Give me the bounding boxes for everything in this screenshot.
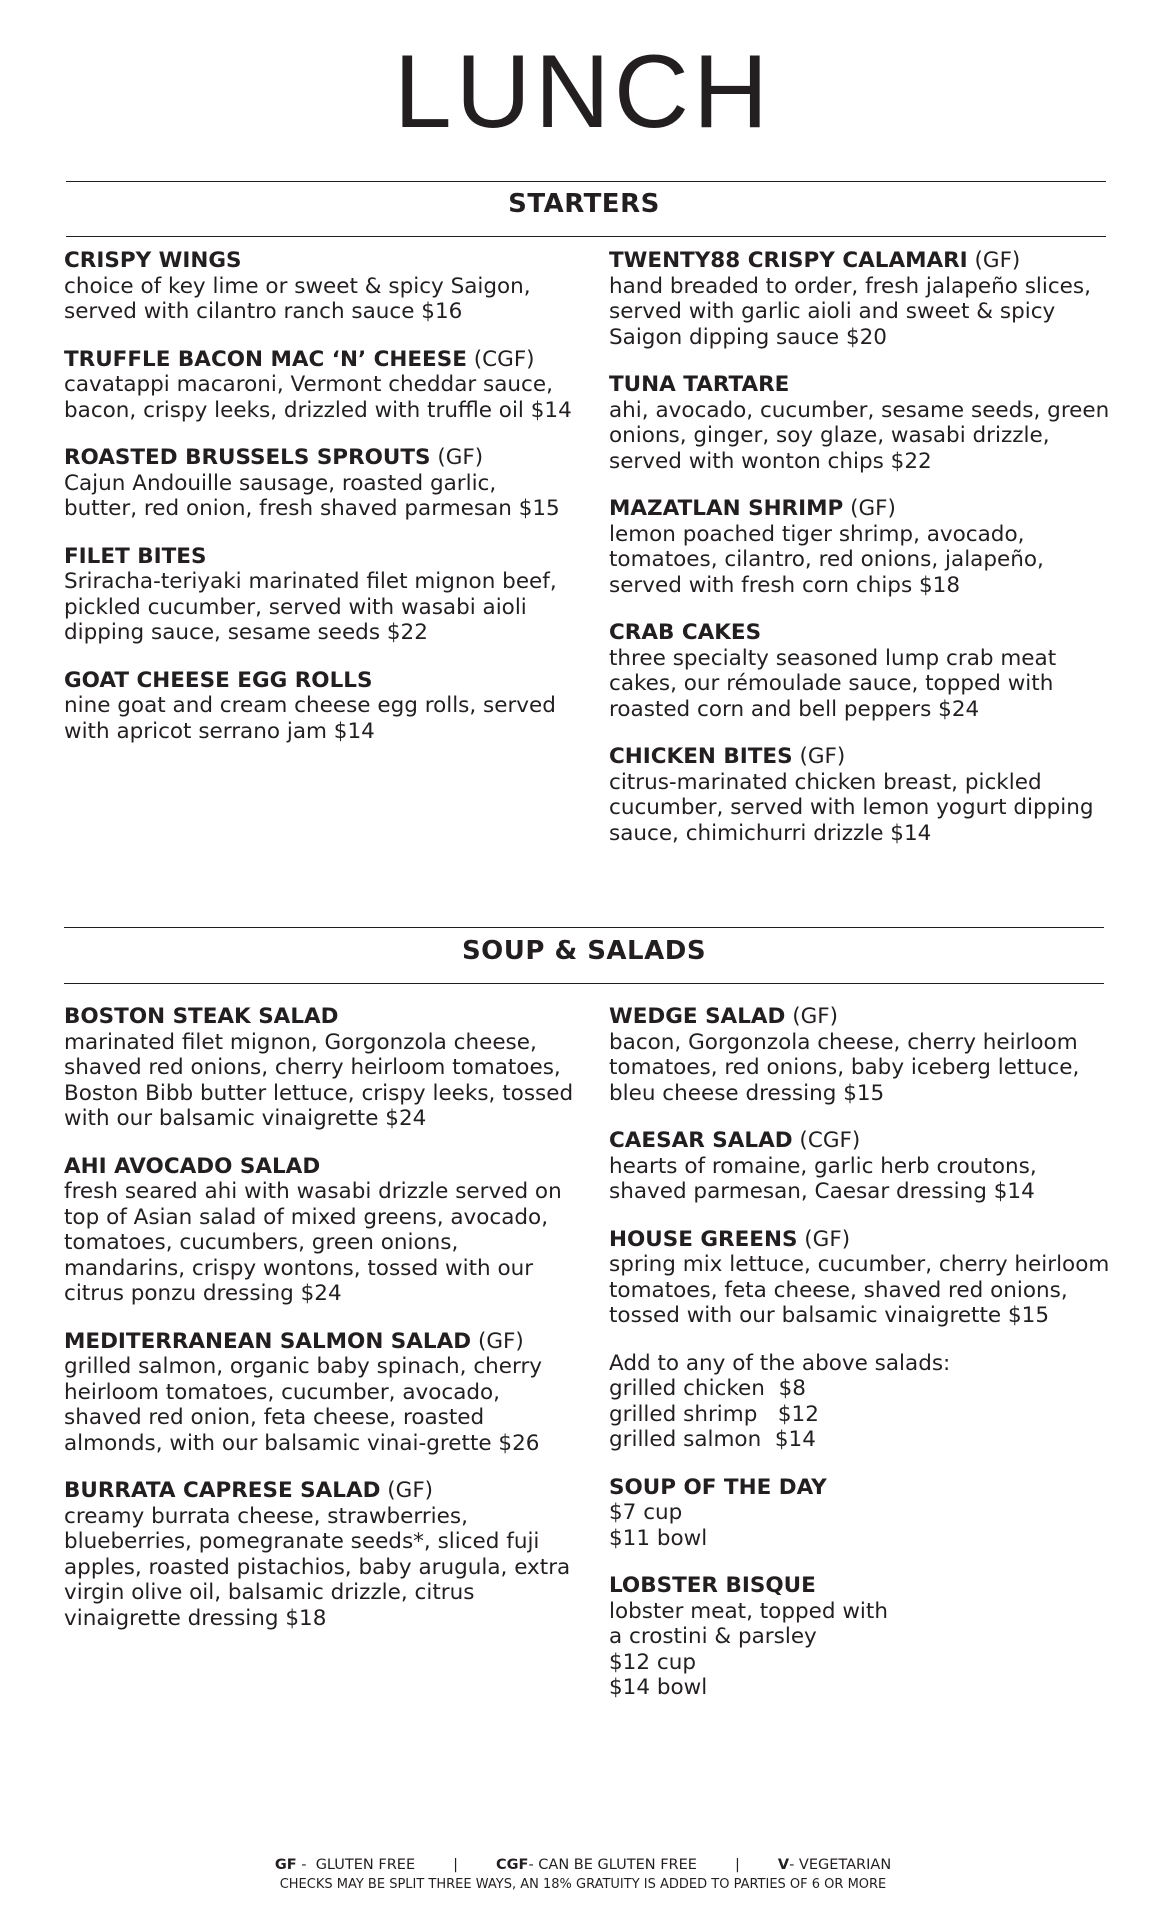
menu-item — [609, 496, 1119, 598]
legend-separator: | — [453, 1857, 459, 1873]
salad-addons — [609, 1351, 1119, 1453]
item-tag: (CGF) — [792, 1128, 861, 1153]
item-name: WEDGE SALAD — [609, 1004, 786, 1029]
item-description: citrus-marinated chicken breast, pickled cucumber, served with lemon yogurt dipping sauce, chimichurri drizzle $14 — [609, 769, 1094, 846]
item-name: TWENTY88 CRISPY CALAMARI — [609, 248, 968, 273]
item-description: creamy burrata cheese, strawberries, blueberries, pomegranate seeds*, sliced fuji apples, roasted pistachios, baby arugula, extra virgin olive oil, balsamic drizzle, citrus vinaigrette dressing $18 — [64, 1503, 571, 1631]
item-name: BOSTON STEAK SALAD — [64, 1004, 339, 1029]
item-description: Cajun Andouille sausage, roasted garlic, butter, red onion, fresh shaved parmesan $15 — [64, 470, 560, 521]
legend-v: V- VEGETARIAN — [777, 1857, 892, 1873]
item-tag: (GF) — [430, 445, 484, 470]
menu-item — [64, 248, 574, 325]
divider — [66, 181, 1106, 182]
item-description: cavatappi macaroni, Vermont cheddar sauce, bacon, crispy leeks, drizzled with truffle oil $14 — [64, 372, 572, 423]
item-tag: (GF) — [792, 744, 846, 769]
item-name: GOAT CHEESE EGG ROLLS — [64, 667, 373, 693]
item-name: CHICKEN BITES — [609, 744, 793, 769]
item-description: hearts of romaine, garlic herb croutons, shaved parmesan, Caesar dressing $14 — [609, 1153, 1037, 1204]
menu-item — [609, 1573, 1119, 1701]
starters-left-column — [64, 248, 574, 766]
item-name: CRAB CAKES — [609, 620, 762, 645]
menu-item — [64, 347, 574, 424]
legend-separator: | — [734, 1857, 740, 1873]
addons-intro: Add to any of the above salads: — [609, 1350, 951, 1376]
menu-item — [64, 544, 574, 646]
menu-item — [64, 1329, 574, 1457]
menu-item — [64, 1478, 574, 1631]
menu-item — [64, 1004, 574, 1132]
item-price-line: $14 bowl — [609, 1675, 708, 1700]
item-description: marinated filet mignon, Gorgonzola cheese, shaved red onions, cherry heirloom tomatoes, Boston Bibb butter lettuce, crispy leeks, tossed with our balsamic vinaigrette $24 — [64, 1029, 574, 1131]
item-price-line: $11 bowl — [609, 1525, 708, 1551]
item-tag: (GF) — [785, 1004, 839, 1029]
item-tag: (CGF) — [466, 346, 535, 372]
item-description: ahi, avocado, cucumber, sesame seeds, green onions, ginger, soy glaze, wasabi drizzle, served with wonton chips $22 — [609, 397, 1110, 474]
item-name: AHI AVOCADO SALAD — [64, 1153, 321, 1179]
addon-line: grilled salmon $14 — [609, 1427, 816, 1452]
starters-right-column — [609, 248, 1119, 868]
dietary-legend — [0, 1856, 1166, 1874]
item-price-line: $12 cup — [609, 1649, 696, 1675]
item-tag: (GF) — [471, 1328, 524, 1354]
item-name: LOBSTER BISQUE — [609, 1573, 816, 1598]
item-name: BURRATA CAPRESE SALAD — [64, 1478, 381, 1503]
item-description: three specialty seasoned lump crab meat cakes, our rémoulade sauce, topped with roasted corn and bell peppers $24 — [609, 645, 1057, 722]
item-name: TUNA TARTARE — [609, 372, 790, 397]
item-description: choice of key lime or sweet & spicy Saigon, served with cilantro ranch sauce $16 — [64, 273, 531, 324]
menu-item — [609, 620, 1119, 722]
salads-left-column — [64, 1004, 574, 1653]
menu-item — [64, 445, 574, 522]
item-description: lobster meat, topped with — [609, 1598, 888, 1624]
item-name: HOUSE GREENS — [609, 1226, 798, 1252]
menu-item — [609, 1227, 1119, 1329]
gratuity-note: CHECKS MAY BE SPLIT THREE WAYS, AN 18% GRATUITY IS ADDED TO PARTIES OF 6 OR MORE — [279, 1877, 887, 1892]
item-tag: (GF) — [380, 1478, 434, 1503]
item-tag: (GF) — [967, 248, 1021, 273]
item-name: SOUP OF THE DAY — [609, 1474, 827, 1500]
item-description: bacon, Gorgonzola cheese, cherry heirloom tomatoes, red onions, baby iceberg lettuce, bleu cheese dressing $15 — [609, 1029, 1080, 1106]
menu-item — [609, 1475, 1119, 1552]
menu-item — [64, 1154, 574, 1307]
item-tag: (GF) — [797, 1226, 851, 1252]
legend-gf: GF - GLUTEN FREE — [274, 1857, 416, 1873]
item-description: fresh seared ahi with wasabi drizzle served on top of Asian salad of mixed greens, avocado, tomatoes, cucumbers, green onions, mandarins, crispy wontons, tossed with our citrus ponzu dressing $24 — [64, 1179, 562, 1306]
item-description: a crostini & parsley — [609, 1624, 817, 1649]
divider — [64, 927, 1104, 928]
salads-right-column — [609, 1004, 1119, 1723]
item-name: CAESAR SALAD — [609, 1128, 793, 1153]
menu-item — [609, 1128, 1119, 1205]
legend-cgf: CGF- CAN BE GLUTEN FREE — [496, 1857, 697, 1873]
addon-line: grilled chicken $8 — [609, 1376, 806, 1401]
addon-line: grilled shrimp $12 — [609, 1401, 819, 1427]
item-description: spring mix lettuce, cucumber, cherry heirloom tomatoes, feta cheese, shaved red onions, tossed with our balsamic vinaigrette $15 — [609, 1252, 1110, 1328]
menu-item — [64, 668, 574, 745]
item-description: Sriracha-teriyaki marinated filet mignon beef, pickled cucumber, served with wasabi aioli dipping sauce, sesame seeds $22 — [64, 569, 557, 645]
divider — [66, 236, 1106, 237]
item-name: TRUFFLE BACON MAC ‘N’ CHEESE — [64, 346, 467, 372]
item-name: MEDITERRANEAN SALMON SALAD — [64, 1328, 472, 1354]
item-description: nine goat and cream cheese egg rolls, served with apricot serrano jam $14 — [64, 693, 556, 744]
menu-item — [609, 1004, 1119, 1106]
item-name: MAZATLAN SHRIMP — [609, 496, 844, 521]
item-description: hand breaded to order, fresh jalapeño slices, served with garlic aioli and sweet & spicy Saigon dipping sauce $20 — [609, 273, 1091, 350]
menu-item — [609, 248, 1119, 350]
item-name: FILET BITES — [64, 543, 207, 569]
item-name: CRISPY WINGS — [64, 248, 242, 273]
item-description: grilled salmon, organic baby spinach, cherry heirloom tomatoes, cucumber, avocado, shaved red onion, feta cheese, roasted almonds, with our balsamic vinai-grette $26 — [64, 1354, 543, 1456]
item-tag: (GF) — [843, 496, 896, 521]
divider — [64, 983, 1104, 984]
section-heading-starters: STARTERS — [508, 189, 660, 219]
item-description: lemon poached tiger shrimp, avocado, tomatoes, cilantro, red onions, jalapeño, served with fresh corn chips $18 — [609, 521, 1044, 598]
item-price-line: $7 cup — [609, 1500, 683, 1525]
menu-title: LUNCH — [393, 34, 773, 150]
item-name: ROASTED BRUSSELS SPROUTS — [64, 445, 431, 470]
menu-item — [609, 744, 1119, 846]
section-heading-soup-salads: SOUP & SALADS — [461, 936, 707, 966]
menu-item — [609, 372, 1119, 474]
